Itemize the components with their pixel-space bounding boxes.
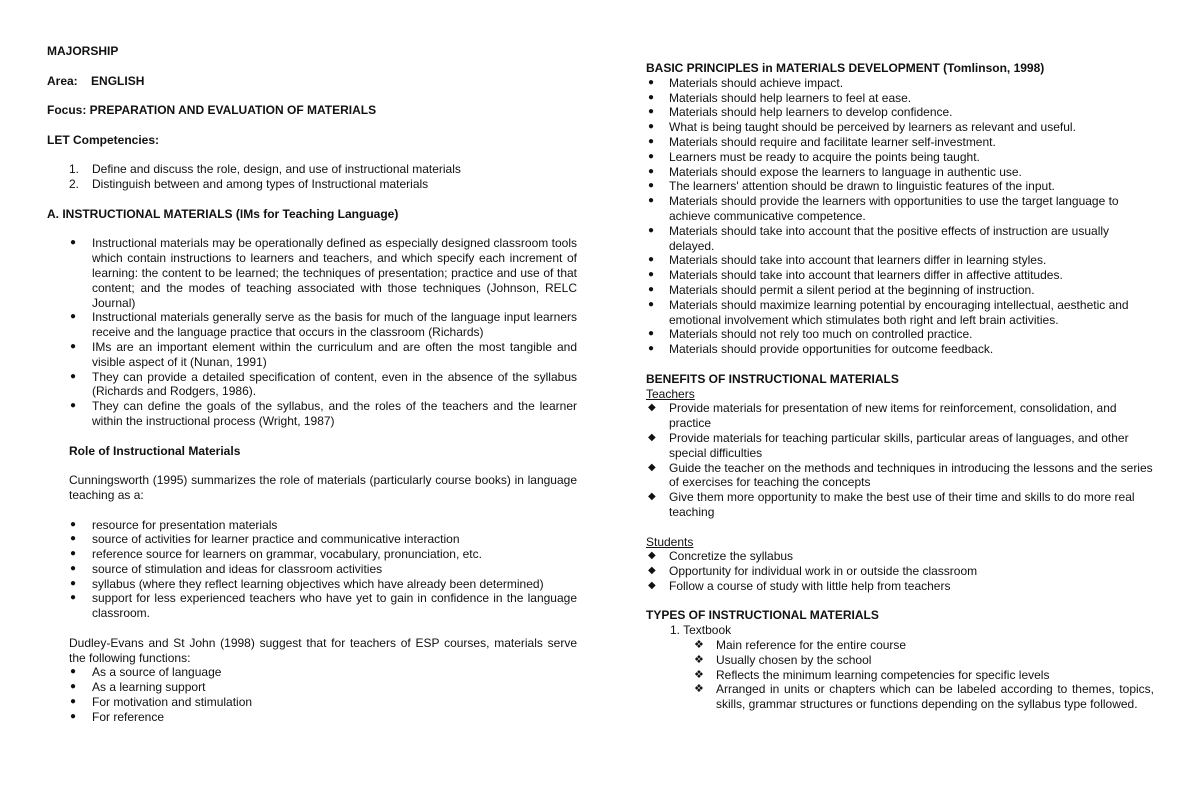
bullet-icon: ●: [70, 666, 77, 678]
bullet-icon: ●: [70, 696, 77, 708]
bullet-icon: ●: [648, 121, 655, 133]
teachers-bullets: [646, 401, 1154, 519]
list-item: ◆ Guide the teacher on the methods and techniques in introducing the lessons and the series of exercises for teaching the concepts: [648, 460, 1153, 490]
bullet-icon: ●: [70, 237, 77, 249]
competencies-list: [47, 162, 577, 192]
list-item: ● source of activities for learner practice and communicative interaction: [70, 532, 460, 547]
list-item: ❖ Reflects the minimum learning competencies for specific levels: [694, 667, 1050, 682]
list-item: ● syllabus (where they reflect learning objectives which have already been determined): [70, 576, 544, 591]
bullet-icon: ●: [70, 548, 77, 560]
section-a-title: A. INSTRUCTIONAL MATERIALS (IMs for Teaching Language): [47, 206, 399, 221]
area-value: ENGLISH: [91, 73, 145, 88]
bullet-icon: ●: [648, 224, 655, 236]
list-item: ● What is being taught should be perceived by learners as relevant and useful.: [648, 120, 1076, 135]
list-item: ● Materials should provide the learners with opportunities to use the target language to achieve communicative competence.: [648, 194, 1119, 223]
diamond-bullet-icon: ◆: [648, 565, 656, 577]
list-item: ● support for less experienced teachers who have yet to gain in confidence in the language classroom.: [70, 591, 577, 621]
list-item: ● They can provide a detailed specification of content, even in the absence of the syllabus (Richards and Rodgers, 1986).: [70, 369, 577, 399]
benefits-title: BENEFITS OF INSTRUCTIONAL MATERIALS: [646, 371, 899, 386]
bullet-icon: ●: [648, 283, 655, 295]
esp-bullets: [47, 665, 577, 724]
list-item: ❖ Usually chosen by the school: [694, 652, 872, 667]
list-item: ◆ Opportunity for individual work in or outside the classroom: [648, 564, 978, 579]
bullet-icon: ●: [70, 710, 77, 722]
bullet-icon: ●: [648, 343, 655, 355]
list-item: ◆ Follow a course of study with little help from teachers: [648, 578, 951, 593]
list-item: ● As a source of language: [70, 665, 222, 680]
role-bullets: [47, 518, 577, 622]
bullet-icon: ●: [648, 180, 655, 192]
diamond-bullet-icon: ◆: [648, 431, 656, 443]
majorship-heading: MAJORSHIP: [47, 44, 119, 58]
types-title: TYPES OF INSTRUCTIONAL MATERIALS: [646, 608, 879, 623]
bullet-icon: ●: [70, 400, 77, 412]
list-item: 1. Define and discuss the role, design, and use of instructional materials: [69, 162, 461, 177]
bullet-icon: ●: [70, 518, 77, 530]
role-title: Role of Instructional Materials: [69, 443, 241, 458]
list-item: ● They can define the goals of the syllabus, and the roles of the teachers and the learner within the instructional process (Wright, 1987): [70, 399, 577, 428]
list-item: ● Materials should permit a silent period at the beginning of instruction.: [648, 282, 1035, 297]
list-item: ● For reference: [70, 709, 165, 724]
bullet-icon: ●: [648, 91, 655, 103]
list-item: ◆ Give them more opportunity to make the best use of their time and skills to do more real teaching: [648, 490, 1135, 519]
bullet-icon: ●: [648, 165, 655, 177]
students-bullets: [646, 549, 1154, 593]
star-bullet-icon: ❖: [694, 683, 704, 696]
list-item: ● As a learning support: [70, 680, 206, 695]
list-item: ◆ Concretize the syllabus: [648, 549, 794, 564]
list-item: ◆ Provide materials for presentation of new items for reinforcement, consolidation, and practice: [648, 401, 1117, 431]
list-item: ● For motivation and stimulation: [70, 695, 253, 710]
esp-intro: Dudley-Evans and St John (1998) suggest that for teachers of ESP courses, materials serve the following functions:: [69, 635, 577, 665]
competencies-title: LET Competencies:: [47, 132, 160, 147]
list-item: ● Materials should take into account that learners differ in learning styles.: [648, 253, 1047, 268]
list-item: ● Instructional materials may be operationally defined as especially designed classroom tools which contain instructions to learners and teachers, and which specify each increment of learning: the content to be learned; the techniques of presentation; practice and use of that content; and the modes of teaching associated with those techniques (Johnson, RELC Journal): [70, 236, 577, 310]
students-label: Students: [646, 534, 694, 549]
list-item: ● Materials should help learners to feel at ease.: [648, 90, 912, 105]
diamond-bullet-icon: ◆: [648, 461, 656, 473]
list-item: ● IMs are an important element within the curriculum and are often the most tangible and visible aspect of it (Nunan, 1991): [70, 339, 577, 369]
teachers-label: Teachers: [646, 386, 695, 401]
textbook-bullets: [646, 638, 1154, 712]
star-bullet-icon: ❖: [694, 668, 704, 681]
bullet-icon: ●: [648, 328, 655, 340]
list-item: ● Learners must be ready to acquire the points being taught.: [648, 149, 980, 164]
bullet-icon: ●: [648, 106, 655, 118]
bullet-icon: ●: [648, 195, 655, 207]
star-bullet-icon: ❖: [694, 653, 704, 666]
bullet-icon: ●: [70, 681, 77, 693]
area-label: Area:: [47, 73, 78, 88]
focus-line: Focus: PREPARATION AND EVALUATION OF MATERIALS: [47, 103, 377, 118]
diamond-bullet-icon: ◆: [648, 491, 656, 503]
bullet-icon: ●: [648, 135, 655, 147]
types-item-textbook: 1. Textbook: [670, 623, 732, 638]
diamond-bullet-icon: ◆: [648, 402, 656, 414]
principles-title: BASIC PRINCIPLES in MATERIALS DEVELOPMENT (Tomlinson, 1998): [646, 61, 1045, 75]
bullet-icon: ●: [648, 150, 655, 162]
list-item: ● Materials should maximize learning potential by encouraging intellectual, aesthetic and emotional involvement which stimulates both right and left brain activities.: [648, 297, 1129, 327]
role-intro: Cunningsworth (1995) summarizes the role of materials (particularly course books) in language teaching as a:: [69, 473, 577, 502]
bullet-icon: ●: [70, 577, 77, 589]
list-item: ● source of stimulation and ideas for classroom activities: [70, 561, 383, 576]
area-line: [47, 74, 577, 89]
bullet-icon: ●: [70, 311, 77, 323]
bullet-icon: ●: [70, 370, 77, 382]
list-item: ● Materials should not rely too much on controlled practice.: [648, 327, 973, 342]
list-item: ● Materials should take into account that learners differ in affective attitudes.: [648, 268, 1063, 283]
diamond-bullet-icon: ◆: [648, 550, 656, 562]
list-item: ● Materials should expose the learners to language in authentic use.: [648, 164, 1022, 179]
bullet-icon: ●: [70, 340, 77, 352]
diamond-bullet-icon: ◆: [648, 579, 656, 591]
list-item: ◆ Provide materials for teaching particular skills, particular areas of languages, and other special difficulties: [648, 430, 1129, 460]
bullet-icon: ●: [648, 254, 655, 266]
list-item: ● Materials should achieve impact.: [648, 75, 844, 90]
bullet-icon: ●: [648, 76, 655, 88]
bullet-icon: ●: [70, 592, 77, 604]
list-item: 2. Distinguish between and among types of Instructional materials: [69, 177, 429, 192]
bullet-icon: ●: [648, 298, 655, 310]
bullet-icon: ●: [648, 269, 655, 281]
list-item: ● Instructional materials generally serve as the basis for much of the language input learners receive and the language practice that occurs in the classroom (Richards): [70, 310, 577, 340]
section-a-bullets: [47, 236, 577, 428]
list-item: ❖ Main reference for the entire course: [694, 638, 907, 653]
list-item: ● The learners' attention should be drawn to linguistic features of the input.: [648, 179, 1055, 194]
left-column: [47, 44, 577, 725]
list-item: ● resource for presentation materials: [70, 517, 278, 532]
right-column: [646, 61, 1154, 712]
list-item: ● Materials should take into account that the positive effects of instruction are usually delayed.: [648, 223, 1110, 253]
list-item: ● Materials should help learners to develop confidence.: [648, 105, 953, 120]
star-bullet-icon: ❖: [694, 639, 704, 652]
principles-list: [646, 76, 1154, 357]
bullet-icon: ●: [70, 562, 77, 574]
bullet-icon: ●: [70, 533, 77, 545]
list-item: ● Materials should require and facilitate learner self-investment.: [648, 134, 996, 149]
list-item: ● Materials should provide opportunities for outcome feedback.: [648, 342, 994, 357]
list-item: ● reference source for learners on grammar, vocabulary, pronunciation, etc.: [70, 547, 482, 562]
list-item: ❖ Arranged in units or chapters which can be labeled according to themes, topics, skills, grammar structures or functions depending on the syllabus type followed.: [694, 682, 1154, 712]
